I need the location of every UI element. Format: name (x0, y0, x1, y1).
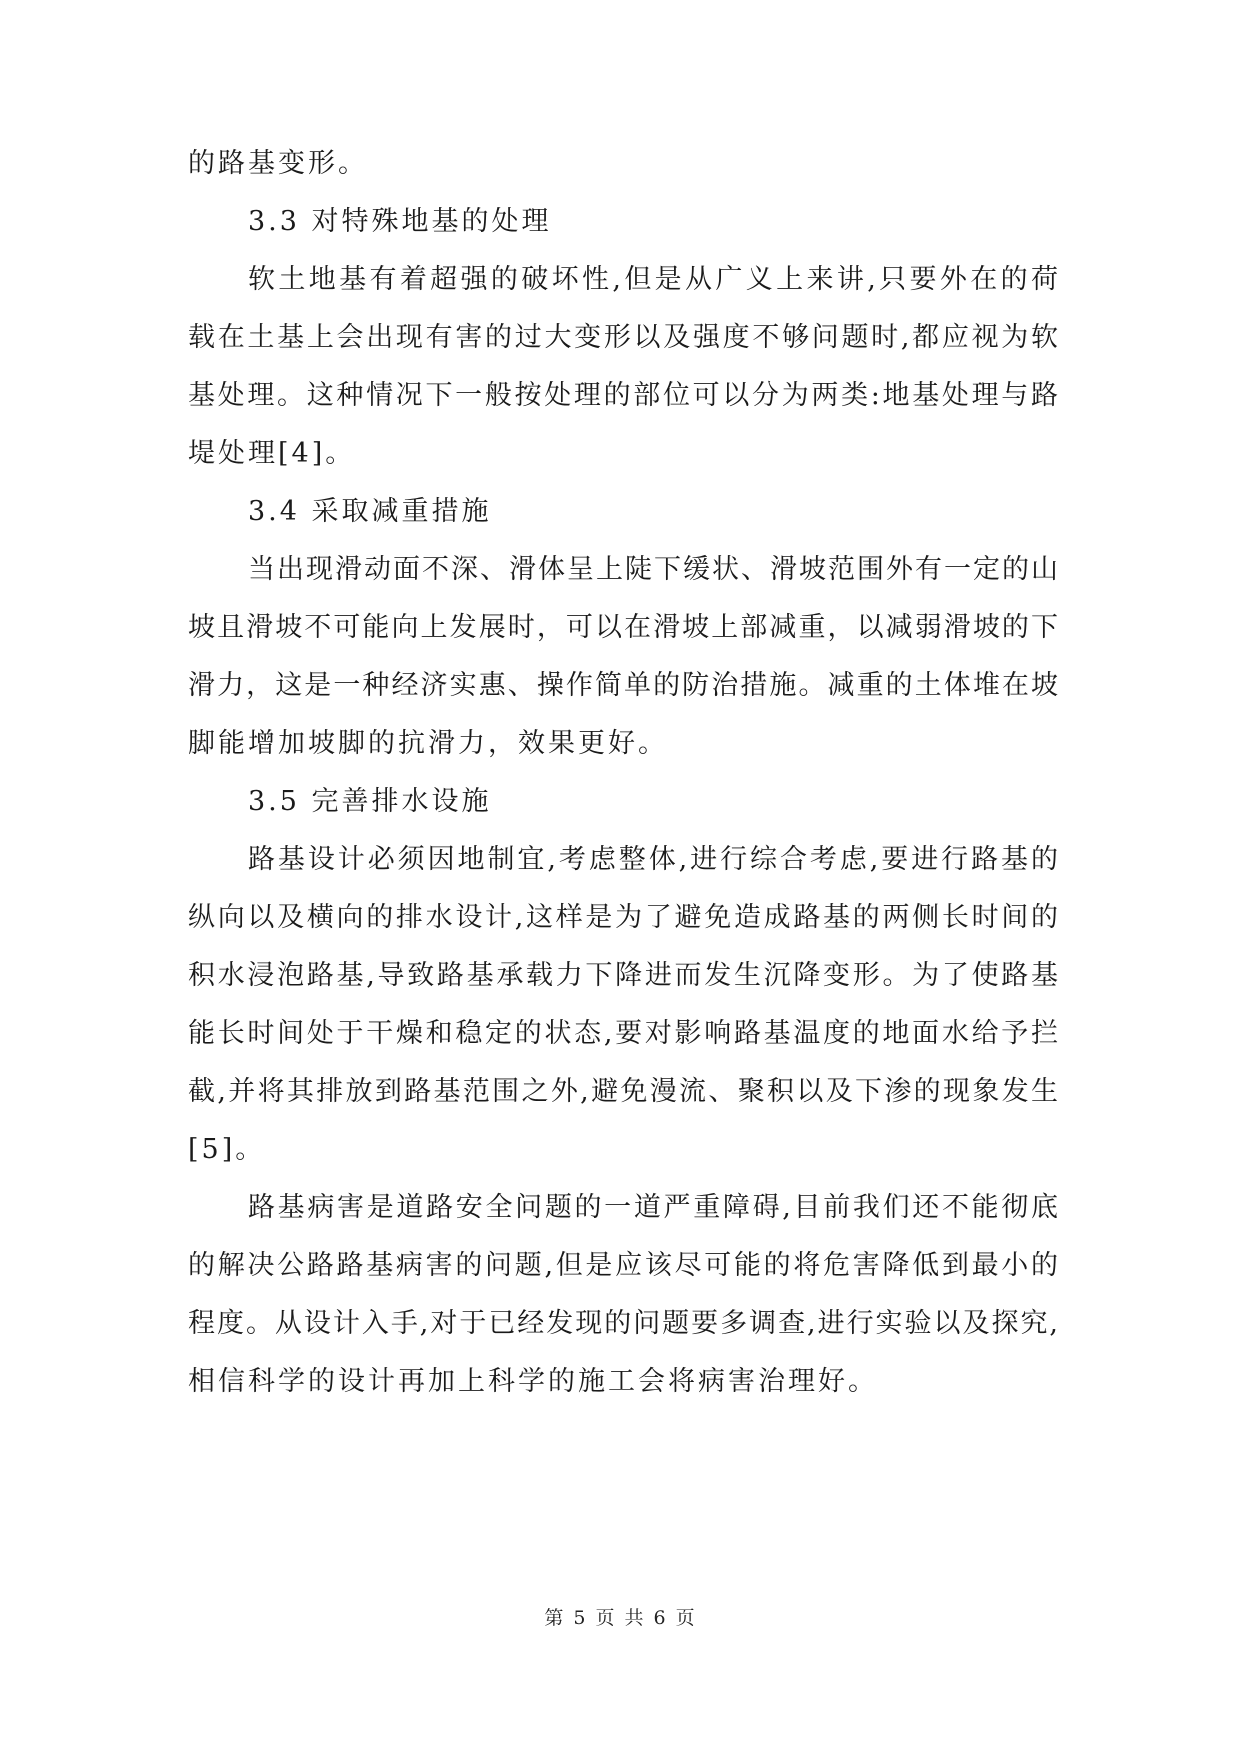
paragraph-line: 的解决公路路基病害的问题,但是应该尽可能的将危害降低到最小的 (188, 1250, 1058, 1281)
page-number-footer: 第 5 页 共 6 页 (544, 1607, 697, 1629)
paragraph-line: 滑力，这是一种经济实惠、操作简单的防治措施。减重的土体堆在坡 (188, 670, 1058, 701)
paragraph-line: 积水浸泡路基,导致路基承载力下降进而发生沉降变形。为了使路基 (188, 960, 1058, 991)
paragraph-line: 坡且滑坡不可能向上发展时，可以在滑坡上部减重，以减弱滑坡的下 (188, 612, 1058, 643)
paragraph-line: 堤处理[4]。 (188, 438, 356, 469)
paragraph-line: 相信科学的设计再加上科学的施工会将病害治理好。 (188, 1366, 878, 1397)
paragraph-line: 脚能增加坡脚的抗滑力，效果更好。 (188, 728, 668, 759)
paragraph-line: 的路基变形。 (188, 148, 368, 179)
section-heading-3-5: 3.5 完善排水设施 (248, 786, 492, 817)
paragraph-line: 程度。从设计入手,对于已经发现的问题要多调查,进行实验以及探究, (188, 1308, 1058, 1339)
paragraph-line: 能长时间处于干燥和稳定的状态,要对影响路基温度的地面水给予拦 (188, 1018, 1058, 1049)
paragraph-line: 基处理。这种情况下一般按处理的部位可以分为两类:地基处理与路 (188, 380, 1058, 411)
paragraph-line: 路基设计必须因地制宜,考虑整体,进行综合考虑,要进行路基的 (248, 844, 1058, 875)
paragraph-line: 载在土基上会出现有害的过大变形以及强度不够问题时,都应视为软 (188, 322, 1058, 353)
section-heading-3-3: 3.3 对特殊地基的处理 (248, 206, 552, 237)
paragraph-line: [5]。 (188, 1134, 266, 1165)
paragraph-line: 纵向以及横向的排水设计,这样是为了避免造成路基的两侧长时间的 (188, 902, 1058, 933)
paragraph-line: 路基病害是道路安全问题的一道严重障碍,目前我们还不能彻底 (248, 1192, 1058, 1223)
paragraph-line: 当出现滑动面不深、滑体呈上陡下缓状、滑坡范围外有一定的山 (248, 554, 1058, 585)
paragraph-line: 截,并将其排放到路基范围之外,避免漫流、聚积以及下渗的现象发生 (188, 1076, 1058, 1107)
paragraph-line: 软土地基有着超强的破坏性,但是从广义上来讲,只要外在的荷 (248, 264, 1058, 295)
section-heading-3-4: 3.4 采取减重措施 (248, 496, 492, 527)
